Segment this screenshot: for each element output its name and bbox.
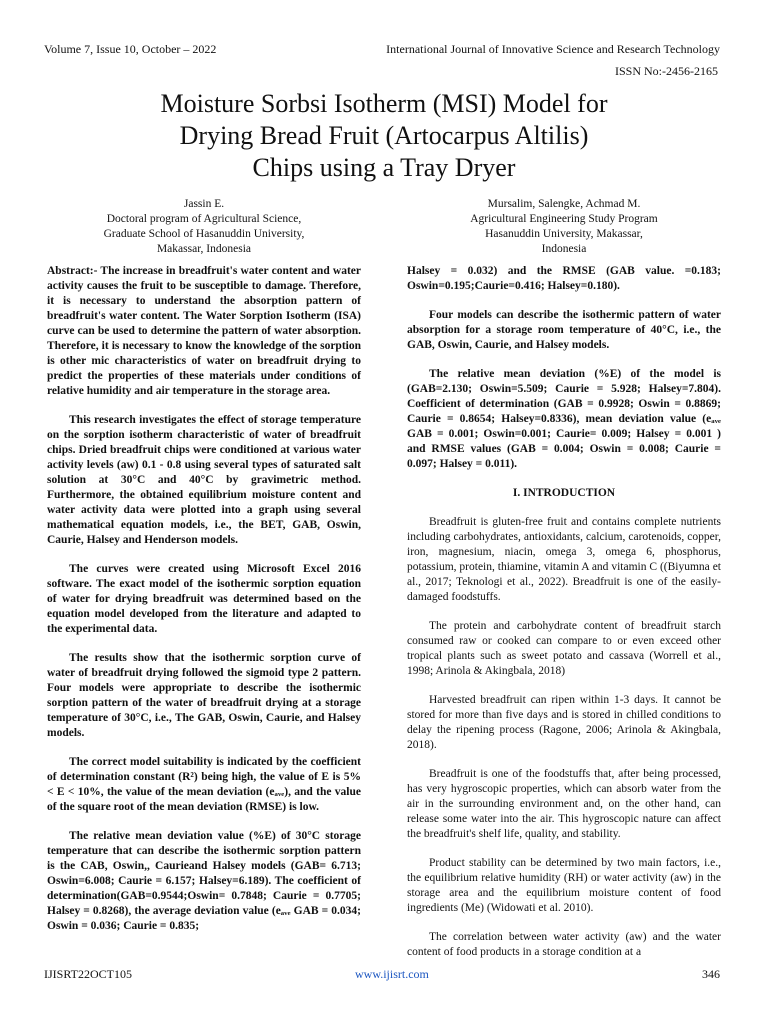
right-column bbox=[407, 264, 721, 974]
author-affiliation: Hasanuddin University, Makassar, bbox=[485, 228, 643, 240]
author-affiliation: Agricultural Engineering Study Program bbox=[470, 213, 658, 225]
body-paragraph: Harvested breadfruit can ripen within 1-3 days. It cannot be stored for more than five days and is stored in chilled conditions to delay the ripening process (Ragone, 2006; Arinola & Akingbala, 2018). bbox=[407, 694, 721, 751]
author-location: Makassar, Indonesia bbox=[156, 243, 252, 255]
author-affiliation: Doctoral program of Agricultural Science, bbox=[106, 213, 302, 225]
abstract-paragraph: Halsey = 0.032) and the RMSE (GAB value. =0.183; Oswin=0.195;Caurie=0.416; Halsey=0.180). bbox=[407, 265, 721, 292]
title-line: Chips using a Tray Dryer bbox=[252, 153, 516, 182]
abstract-paragraph: The results show that the isothermic sorption curve of water of breadfruit drying followed the sigmoid type 2 pattern. Four models were appropriate to describe the isothermic sorption pattern of the water of breadfruit drying at a storage temperature of 30°C, i.e., The GAB, Oswin, Caurie, and Halsey models. bbox=[47, 652, 361, 739]
author-location: Indonesia bbox=[541, 243, 587, 255]
body-paragraph: The correlation between water activity (aw) and the water content of food products in a storage condition at a bbox=[407, 931, 721, 958]
title-line: Moisture Sorbsi Isotherm (MSI) Model for bbox=[160, 89, 608, 118]
abstract-paragraph: This research investigates the effect of storage temperature on the sorption isotherm characteristic of water of breadfruit chips. Dried breadfruit chips were conditioned at various water activity levels (aw) 0.1 - 0.8 using several types of saturated salt solution at 30°C and 40°C by gravimetric method. Furthermore, the obtained equilibrium moisture content and water activity data were plotted into a graph using several mathematical equation models, i.e., the BET, GAB, Oswin, Caurie, Halsey and Henderson models. bbox=[47, 414, 361, 546]
left-column bbox=[47, 264, 361, 948]
page-number: 346 bbox=[702, 967, 720, 981]
author-name: Mursalim, Salengke, Achmad M. bbox=[487, 198, 641, 210]
journal-name: International Journal of Innovative Science and Research Technology bbox=[386, 42, 720, 56]
abstract-paragraph: Four models can describe the isothermic pattern of water absorption for a storage room temperature of 40°C, i.e., the GAB, Oswin, Caurie, and Halsey models. bbox=[407, 309, 721, 351]
author-block-right bbox=[414, 197, 714, 257]
abstract-paragraph: The curves were created using Microsoft Excel 2016 software. The exact model of the isothermic sorption equation of water for drying breadfruit was determined based on the equation model developed from the literature and adapted to the experimental data. bbox=[47, 563, 361, 635]
title-line: Drying Bread Fruit (Artocarpus Altilis) bbox=[179, 121, 589, 150]
author-name: Jassin E. bbox=[183, 198, 225, 210]
author-affiliation: Graduate School of Hasanuddin University, bbox=[103, 228, 305, 240]
body-paragraph: Breadfruit is gluten-free fruit and contains complete nutrients including carbohydrates, antioxidants, calcium, carotenoids, copper, iron, magnesium, niacin, omega 3, omega 6, phosphorus, potassium, protein, thiamine, vitamin A and vitamin C ((Biyumna et al., 2017; Teknologi et al., 2022). Breadfruit is one of the easily-damaged foodstuffs. bbox=[407, 516, 721, 603]
body-paragraph: The protein and carbohydrate content of breadfruit starch consumed raw or cooked can compare to or even exceed other tropical plants such as sweet potato and cassava (Worrell et al., 1998; Arinola & Akingbala, 2018) bbox=[407, 620, 721, 677]
author-block-left bbox=[54, 197, 354, 257]
section-heading-introduction: I. INTRODUCTION bbox=[512, 487, 616, 499]
paper-title bbox=[60, 88, 708, 184]
paper-id: IJISRT22OCT105 bbox=[44, 967, 132, 981]
issn: ISSN No:-2456-2165 bbox=[614, 64, 718, 78]
journal-url-link[interactable]: www.ijisrt.com bbox=[355, 967, 429, 981]
volume-issue: Volume 7, Issue 10, October – 2022 bbox=[44, 42, 217, 56]
abstract-paragraph: The correct model suitability is indicated by the coefficient of determination constant (R²) being high, the value of E is 5% < E < 10%, the value of the mean deviation (eₐᵥₑ), and the value of the square root of the mean deviation (RMSE) is low. bbox=[47, 756, 361, 813]
abstract-paragraph: The relative mean deviation (%E) of the model is (GAB=2.130; Oswin=5.509; Caurie = 5.928; Halsey=7.804). Coefficient of determination (GAB = 0.9928; Oswin = 0.8869; Caurie = 0.8654; Halsey=0.8336), mean deviation value (eₐᵥₑ GAB = 0.001; Oswin=0.001; Caurie= 0.009; Halsey = 0.001 ) and RMSE values (GAB = 0.004; Oswin = 0.008; Caurie = 0.097; Halsey = 0.011). bbox=[407, 368, 721, 470]
abstract-paragraph: The relative mean deviation value (%E) of 30°C storage temperature that can describe the isothermic sorption pattern is the CAB, Oswin,, Caurieand Halsey models (GAB= 6.713; Oswin=6.008; Caurie = 6.157; Halsey=6.189). The coefficient of determination(GAB=0.9544;Oswin= 0.7848; Caurie = 0.7705; Halsey = 0.8268), the average deviation value (eₐᵥₑ GAB = 0.034; Oswin = 0.036; Caurie = 0.835; bbox=[47, 830, 361, 932]
body-paragraph: Breadfruit is one of the foodstuffs that, after being processed, has very hygroscopic properties, which can absorb water from the air in the surrounding environment and, on the other hand, can release some water into the air. This hygroscopic nature can affect the breadfruit's shelf life, quality, and stability. bbox=[407, 768, 721, 840]
abstract-paragraph: Abstract:- The increase in breadfruit's water content and water activity causes the fruit to be susceptible to damage. Therefore, it is necessary to understand the absorption pattern of breadfruit's water content. The Water Sorption Isotherm (ISA) curve can be used to determine the pattern of water absorption. Therefore, it is necessary to know the knowledge of the sorption is other mic characteristics of water on breadfruit drying to predict the properties of these materials under conditions of relative humidity and air temperature in the storage area. bbox=[47, 265, 361, 397]
body-paragraph: Product stability can be determined by two main factors, i.e., the equilibrium relative humidity (RH) or water activity (aw) in the storage area and the equilibrium moisture content of food ingredients (Me) (Widowati et al. 2010). bbox=[407, 857, 721, 914]
